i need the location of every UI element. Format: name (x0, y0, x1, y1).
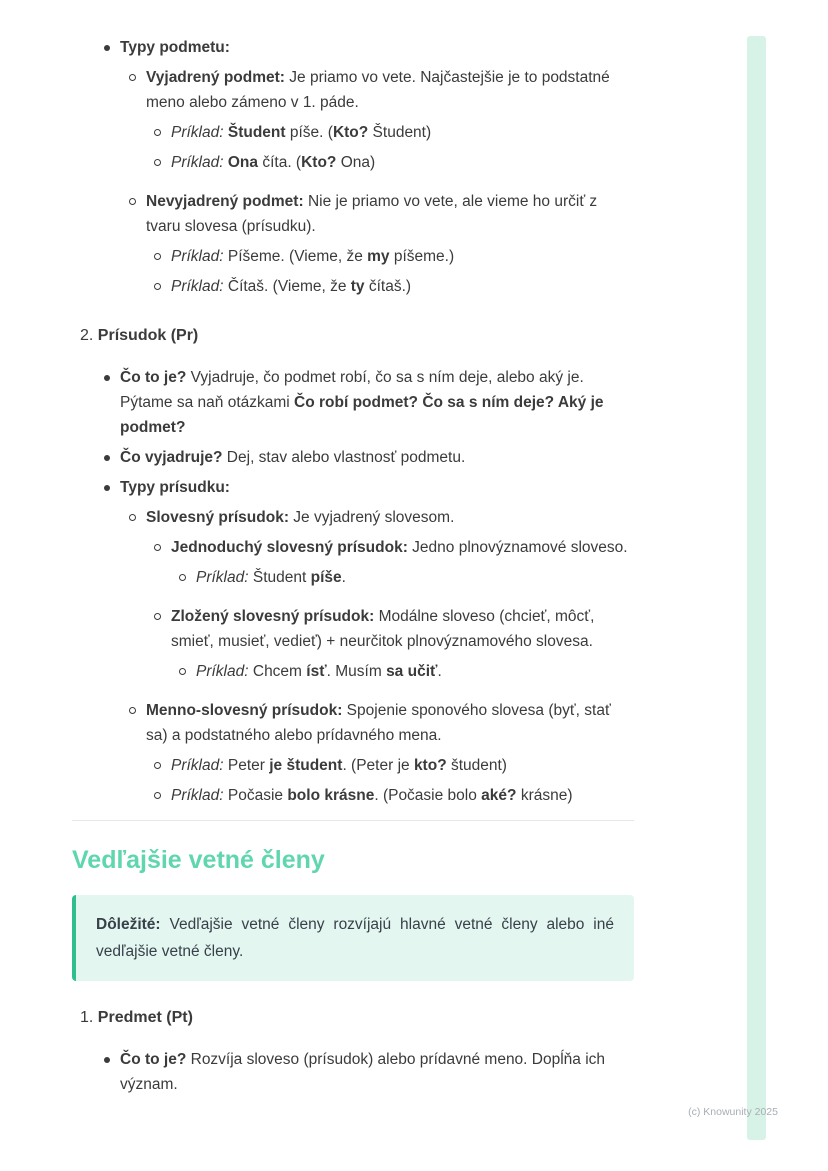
italic-text: Príklad: (171, 278, 224, 295)
circle-bullet-icon (179, 574, 186, 581)
disc-bullet-icon (104, 45, 110, 51)
list-item-text (171, 244, 634, 269)
italic-text: Príklad: (171, 757, 224, 774)
text-run: Dej, stav alebo vlastnosť podmetu. (222, 449, 466, 466)
italic-text: Príklad: (196, 569, 249, 586)
bold-text: Vyjadrený podmet: (146, 69, 285, 86)
circle-bullet-icon (154, 129, 161, 136)
bold-text: Typy podmetu: (120, 39, 230, 56)
bold-text: Predmet (Pt) (97, 1009, 193, 1026)
text-run: 2. (80, 327, 98, 344)
bold-text: Menno-slovesný prísudok: (146, 702, 343, 719)
bold-text: Jednoduchý slovesný prísudok: (171, 539, 408, 556)
italic-text: Príklad: (196, 663, 249, 680)
list-item-text (146, 505, 634, 530)
bold-text: Typy prísudku: (120, 479, 230, 496)
bold-text: ty (350, 278, 365, 295)
list-item (72, 535, 634, 560)
text-run: Peter (223, 757, 270, 774)
list-item-text (146, 698, 634, 748)
list-item (72, 120, 634, 145)
circle-bullet-icon (154, 792, 161, 799)
text-run: Nie je priamo vo vete, ale vieme ho určiť z tvaru slovesa (prísudku). (146, 193, 598, 235)
list-item (72, 150, 634, 175)
list-item (72, 1047, 634, 1097)
list-item (72, 365, 634, 440)
document-content (72, 30, 634, 1102)
list-item-text (120, 475, 634, 500)
list-item-text (196, 659, 634, 684)
list-item (72, 244, 634, 269)
text-run: 1. (80, 1009, 98, 1026)
text-run: čítaš.) (364, 278, 412, 295)
section-heading: Vedľajšie vetné členy (72, 846, 325, 874)
bold-text: Prísudok (Pr) (97, 327, 199, 344)
text-run: Študent (248, 569, 311, 586)
bold-text: ísť (306, 663, 327, 680)
circle-bullet-icon (154, 613, 161, 620)
bold-text: Zložený slovesný prísudok: (171, 608, 375, 625)
italic-text: Príklad: (171, 787, 224, 804)
important-callout (72, 895, 634, 981)
bold-text: Kto? (301, 154, 337, 171)
text-run: Čítaš. (Vieme, že (223, 278, 351, 295)
text-run: Píšeme. (Vieme, že (223, 248, 368, 265)
text-run: píše. ( (285, 124, 333, 141)
bold-text: Čo to je? (120, 369, 187, 386)
list-item-text (171, 150, 634, 175)
list-item-text (120, 35, 634, 60)
text-run: Počasie (223, 787, 288, 804)
list-item-text (120, 445, 634, 470)
italic-text: Príklad: (171, 154, 224, 171)
italic-text: Príklad: (171, 124, 224, 141)
circle-bullet-icon (129, 707, 136, 714)
text-run: Je vyjadrený slovesom. (288, 509, 455, 526)
text-run: Rozvíja sloveso (prísudok) alebo prídavné meno. Dopĺňa ich význam. (120, 1051, 606, 1093)
text-run: . (437, 663, 442, 680)
bold-text: Ona (227, 154, 259, 171)
text-run: Vyjadruje, čo podmet robí, čo sa s ním deje, alebo aký je. Pýtame sa naň otázkami (120, 369, 584, 411)
list-item-text (120, 1047, 634, 1097)
copyright-text: (c) Knowunity 2025 (688, 1106, 778, 1118)
list-item-text (120, 365, 634, 440)
circle-bullet-icon (154, 762, 161, 769)
bold-text: aké? (481, 787, 517, 804)
bold-text: Dôležité: (96, 916, 161, 933)
circle-bullet-icon (129, 514, 136, 521)
list-item (72, 475, 634, 500)
text-run: Modálne sloveso (chcieť, môcť, smieť, musieť, vedieť) + neurčitok plnovýznamového slovesa. (171, 608, 595, 650)
list-item-text (171, 120, 634, 145)
disc-bullet-icon (104, 455, 110, 461)
circle-bullet-icon (154, 253, 161, 260)
section-divider (72, 820, 634, 821)
bold-text: my (367, 248, 390, 265)
list-item-text (146, 65, 634, 115)
bold-text: sa učiť (386, 663, 438, 680)
text-run: . (Peter je (342, 757, 414, 774)
page-edge-bar (747, 36, 766, 1140)
text-run: . Musím (326, 663, 387, 680)
bold-text: Kto? (332, 124, 369, 141)
numbered-heading-prisudok (72, 323, 634, 349)
bold-text: Študent (227, 124, 286, 141)
list-item (72, 783, 634, 808)
circle-bullet-icon (179, 668, 186, 675)
list-item-text (171, 783, 634, 808)
list-item-text (171, 535, 634, 560)
list-item (72, 445, 634, 470)
list-item (72, 659, 634, 684)
text-run: študent) (446, 757, 507, 774)
text-run: krásne) (516, 787, 573, 804)
list-item (72, 565, 634, 590)
disc-bullet-icon (104, 1057, 110, 1063)
bold-text: Čo vyjadruje? (120, 449, 223, 466)
text-run: Študent) (368, 124, 432, 141)
list-item-text (171, 753, 634, 778)
circle-bullet-icon (154, 159, 161, 166)
list-item-text (196, 565, 634, 590)
text-run: Ona) (336, 154, 376, 171)
text-run: . (341, 569, 346, 586)
circle-bullet-icon (154, 283, 161, 290)
bold-text: bolo krásne (287, 787, 375, 804)
numbered-heading-predmet (72, 1005, 634, 1031)
text-run: Je priamo vo vete. Najčastejšie je to podstatné meno alebo zámeno v 1. páde. (146, 69, 610, 111)
circle-bullet-icon (129, 198, 136, 205)
text-run: Vedľajšie vetné členy rozvíjajú hlavné vetné členy alebo iné vedľajšie vetné členy. (96, 916, 614, 960)
list-item (72, 189, 634, 239)
bold-text: je študent (269, 757, 343, 774)
list-item (72, 65, 634, 115)
text-run: Spojenie sponového slovesa (byť, stať sa) a podstatného alebo prídavného mena. (146, 702, 611, 744)
circle-bullet-icon (129, 74, 136, 81)
list-item (72, 698, 634, 748)
disc-bullet-icon (104, 375, 110, 381)
callout-text (96, 911, 614, 965)
list-item (72, 604, 634, 654)
bold-text: kto? (413, 757, 447, 774)
list-item-text (146, 189, 634, 239)
text-run: číta. ( (258, 154, 302, 171)
italic-text: Príklad: (171, 248, 224, 265)
disc-bullet-icon (104, 485, 110, 491)
bold-text: píše (310, 569, 342, 586)
text-run: . (Počasie bolo (374, 787, 482, 804)
list-item-text (171, 274, 634, 299)
bold-text: Nevyjadrený podmet: (146, 193, 304, 210)
bold-text: Slovesný prísudok: (146, 509, 289, 526)
list-item (72, 753, 634, 778)
list-item (72, 505, 634, 530)
circle-bullet-icon (154, 544, 161, 551)
bold-text: Čo robí podmet? Čo sa s ním deje? Aký je podmet? (120, 394, 604, 436)
list-item (72, 274, 634, 299)
text-run: Jedno plnovýznamové sloveso. (407, 539, 628, 556)
bold-text: Čo to je? (120, 1051, 187, 1068)
text-run: Chcem (248, 663, 307, 680)
text-run: píšeme.) (389, 248, 455, 265)
list-item-text (171, 604, 634, 654)
list-item (72, 35, 634, 60)
